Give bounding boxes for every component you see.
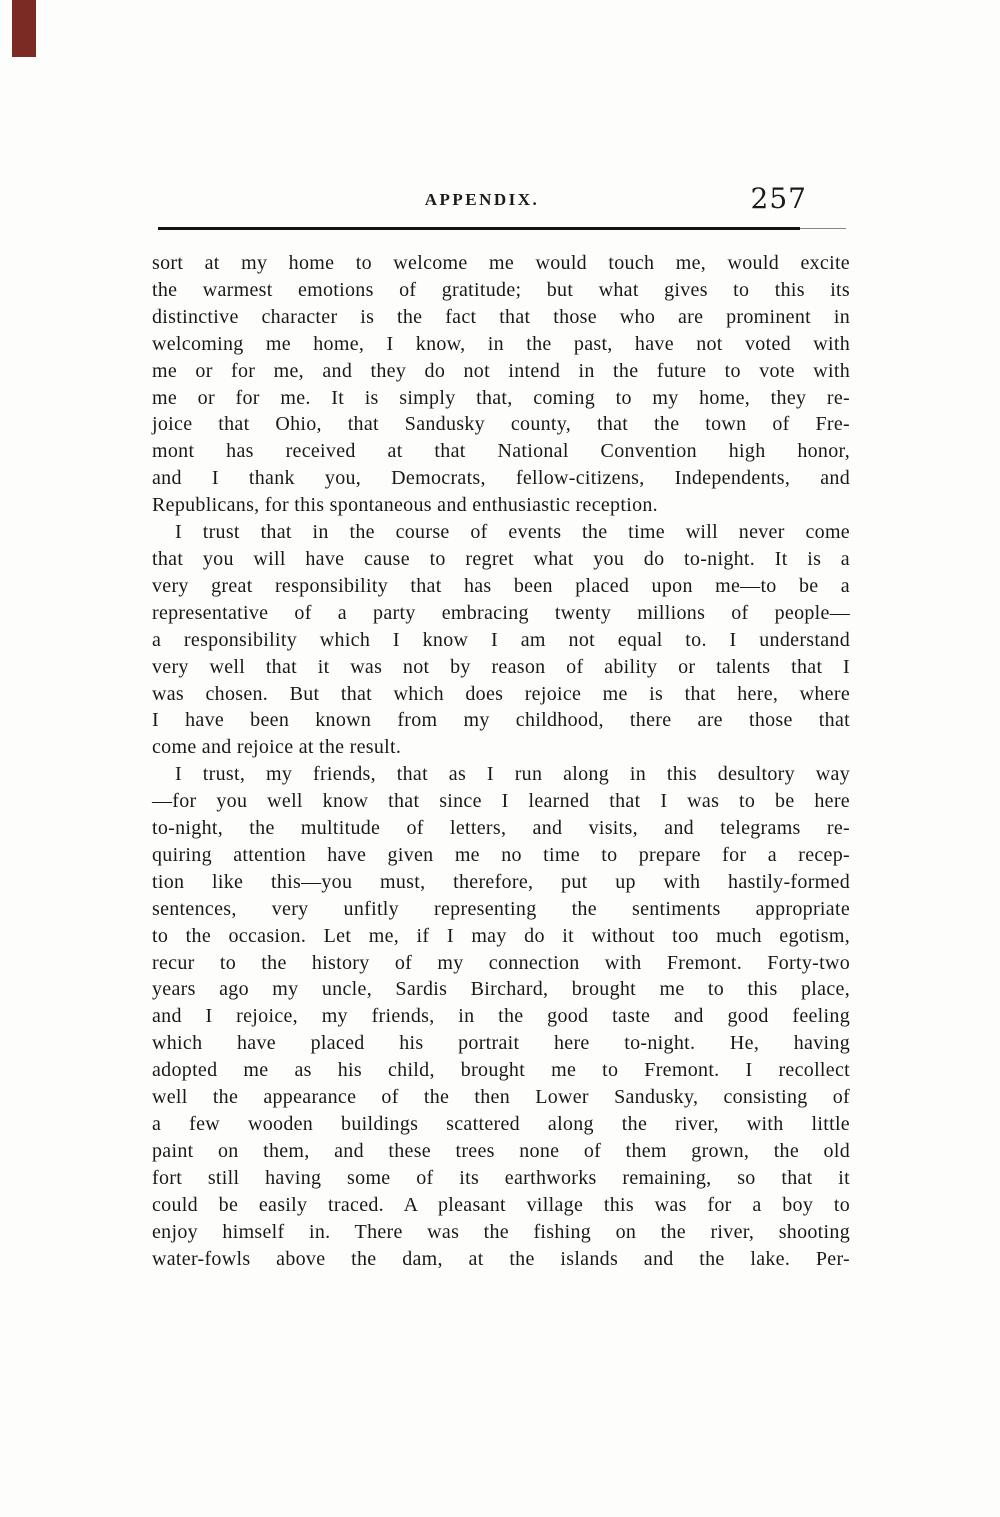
text-line: sort at my home to welcome me would touch me, would excite — [152, 252, 850, 274]
text-line: a few wooden buildings scattered along the river, with little — [152, 1113, 850, 1135]
text-line: —for you well know that since I learned that I was to be here — [152, 790, 850, 813]
text-line: well the appearance of the then Lower Sandusky, consisting of — [152, 1086, 850, 1109]
header-rule — [158, 227, 800, 230]
red-corner-mark — [12, 0, 36, 57]
body-text — [152, 250, 850, 1272]
text-line: me or for me. It is simply that, coming to my home, they re- — [152, 386, 850, 409]
paragraph — [152, 519, 850, 761]
text-line: to-night, the multitude of letters, and visits, and telegrams re- — [152, 817, 850, 840]
text-line: fort still having some of its earthworks remaining, so that it — [152, 1166, 850, 1189]
text-line: recur to the history of my connection with Fremont. Forty-two — [152, 951, 850, 974]
text-line: very great responsibility that has been placed upon me—to be a — [152, 574, 850, 597]
text-line: the warmest emotions of gratitude; but what gives to this its — [152, 278, 850, 301]
text-line: welcoming me home, I know, in the past, have not voted with — [152, 332, 850, 355]
text-line: and I rejoice, my friends, in the good taste and good feeling — [152, 1005, 850, 1028]
text-line: come and rejoice at the result. — [152, 736, 402, 759]
text-line: that you will have cause to regret what you do to-night. It is a — [152, 547, 850, 570]
text-line: which have placed his portrait here to-night. He, having — [152, 1032, 850, 1055]
text-line: was chosen. But that which does rejoice me is that here, where — [152, 682, 850, 705]
text-line: very well that it was not by reason of ability or talents that I — [152, 655, 850, 678]
running-head: APPENDIX. — [424, 190, 540, 209]
text-line: I trust, my friends, that as I run along in this desultory way — [175, 763, 850, 786]
page-number: 257 — [750, 182, 807, 215]
text-line: Republicans, for this spontaneous and enthusiastic reception. — [152, 494, 658, 517]
text-line: a responsibility which I know I am not equal to. I understand — [152, 628, 850, 651]
paragraph — [152, 761, 850, 1272]
text-line: I have been known from my childhood, there are those that — [152, 709, 850, 732]
text-line: years ago my uncle, Sardis Birchard, brought me to this place, — [152, 978, 850, 1001]
text-line: adopted me as his child, brought me to Fremont. I recollect — [152, 1059, 850, 1082]
text-line: me or for me, and they do not intend in the future to vote with — [152, 359, 850, 382]
text-line: sentences, very unfitly representing the sentiments appropriate — [152, 897, 850, 920]
text-line: representative of a party embracing twenty millions of people— — [152, 601, 850, 624]
paragraph — [152, 250, 850, 519]
text-line: distinctive character is the fact that those who are prominent in — [152, 305, 850, 328]
text-line: tion like this—you must, therefore, put up with hastily-formed — [152, 870, 850, 893]
text-line: quiring attention have given me no time to prepare for a recep- — [152, 843, 850, 866]
text-line: I trust that in the course of events the time will never come — [175, 521, 850, 544]
text-line: enjoy himself in. There was the fishing on the river, shooting — [152, 1220, 850, 1243]
text-line: paint on them, and these trees none of them grown, the old — [152, 1139, 850, 1162]
text-line: mont has received at that National Convention high honor, — [152, 440, 850, 463]
text-line: water-fowls above the dam, at the islands and the lake. Per- — [152, 1247, 850, 1270]
text-line: joice that Ohio, that Sandusky county, that the town of Fre- — [152, 413, 850, 436]
text-line: and I thank you, Democrats, fellow-citizens, Independents, and — [152, 467, 850, 490]
text-line: could be easily traced. A pleasant village this was for a boy to — [152, 1193, 850, 1216]
text-line: to the occasion. Let me, if I may do it without too much egotism, — [152, 924, 850, 947]
